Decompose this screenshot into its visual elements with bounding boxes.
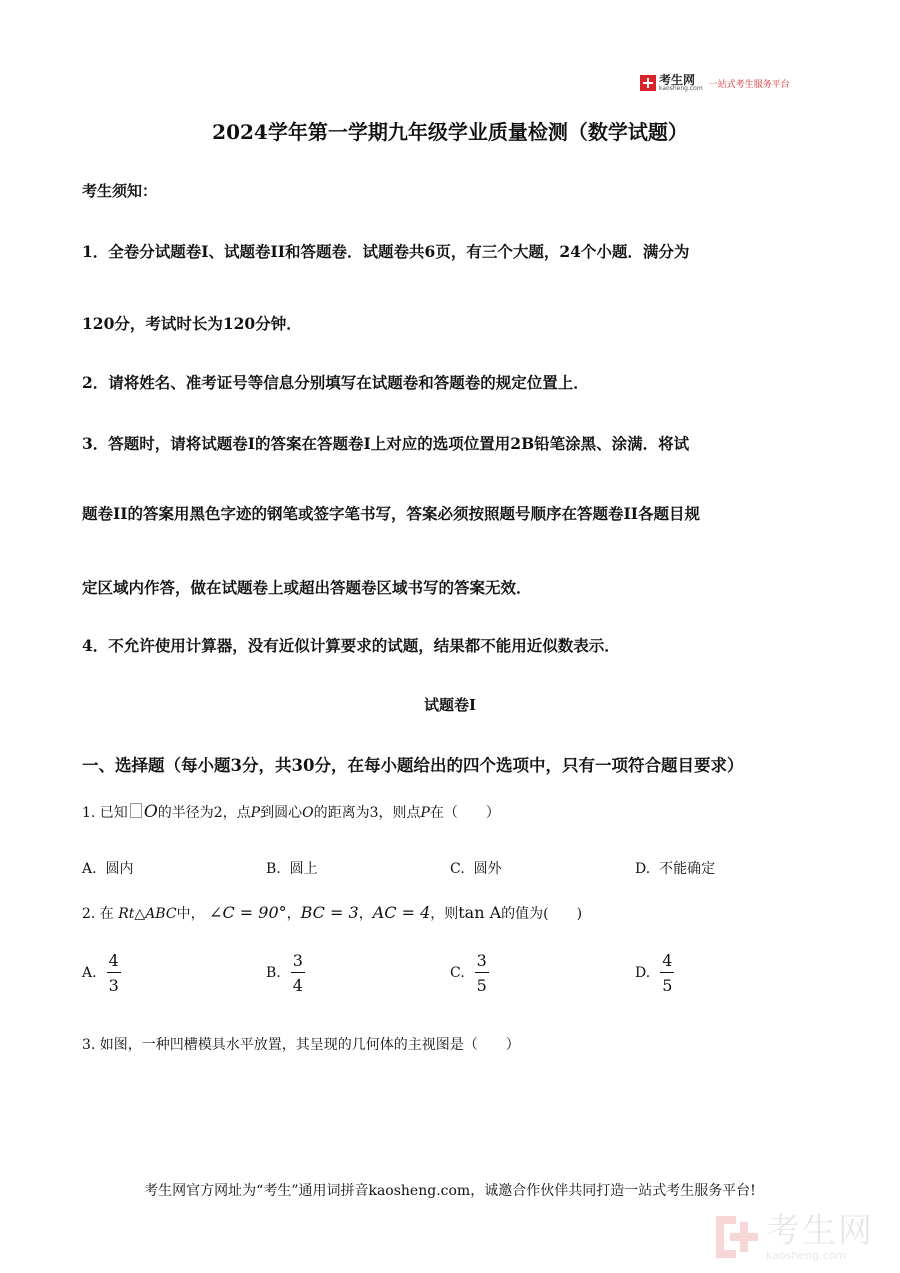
watermark-logo-icon: [716, 1216, 758, 1258]
q1-option-c: C. 圆外: [450, 861, 502, 877]
notice-line: 题卷II的答案用黑色字迹的钢笔或签字笔书写，答案必须按照题号顺序在答题卷II各题目规: [82, 504, 701, 523]
watermark-logo: [716, 1212, 886, 1262]
question-2: 2. 在 Rt△ABC中， ∠C = 90°，BC = 3，AC = 4，则tan A的值为( ): [82, 903, 583, 922]
brand-domain: kaosheng.com: [659, 85, 703, 92]
brand-name: 考生网: [659, 73, 696, 87]
notice-line: 120分，考试时长为120分钟．: [82, 314, 302, 333]
watermark-name: 考生网: [766, 1210, 874, 1251]
brand-logo-icon: [640, 75, 656, 91]
q1-option-d: D. 不能确定: [635, 861, 716, 877]
section-title: 一、选择题（每小题3分，共30分，在每小题给出的四个选项中，只有一项符合题目要求）: [82, 756, 744, 775]
footer-text: 考生网官方网址为“考生”通用词拼音kaosheng.com，诚邀合作伙伴共同打造一站式考生服务平台!: [144, 1183, 756, 1199]
watermark-domain: kaosheng.com: [766, 1248, 847, 1262]
q2-option-a: A. $\frac{4}{3}$: [82, 951, 119, 995]
question-1: 1. 已知 O的半径为2，点P到圆心O的距离为3，则点P在（ ）: [82, 802, 500, 822]
notice-line: 1．全卷分试题卷I、试题卷II和答题卷．试题卷共6页，有三个大题，24个小题．满分为: [82, 242, 690, 261]
paper-section-heading: 试题卷I: [423, 696, 477, 714]
q1-option-b: B. 圆上: [266, 861, 318, 877]
fraction: $\frac{3}{5}$: [476, 951, 487, 995]
circle-symbol-placeholder-icon: [130, 803, 142, 818]
q2-option-b: B. $\frac{3}{4}$: [266, 951, 303, 995]
fraction: $\frac{4}{5}$: [662, 951, 673, 995]
notice-heading: 考生须知：: [82, 182, 158, 200]
q2-option-c: C. $\frac{3}{5}$: [450, 951, 487, 995]
notice-line: 4．不允许使用计算器，没有近似计算要求的试题，结果都不能用近似数表示．: [82, 636, 620, 655]
question-3: 3. 如图，一种凹槽模具水平放置，其呈现的几何体的主视图是（ ）: [82, 1037, 520, 1053]
notice-line: 3．答题时，请将试题卷I的答案在答题卷I上对应的选项位置用2B铅笔涂黑、涂满．将试: [82, 434, 690, 453]
q2-option-d: D. $\frac{4}{5}$: [635, 951, 673, 995]
notice-line: 2．请将姓名、准考证号等信息分别填写在试题卷和答题卷的规定位置上．: [82, 373, 589, 392]
notice-line: 定区域内作答，做在试题卷上或超出答题卷区域书写的答案无效．: [82, 578, 532, 597]
brand-logo: [640, 72, 810, 94]
brand-slogan: 一站式考生服务平台: [708, 79, 790, 90]
q1-option-a: A. 圆内: [82, 861, 134, 877]
page-title: 2024学年第一学期九年级学业质量检测（数学试题）: [212, 120, 688, 144]
fraction: $\frac{4}{3}$: [108, 951, 119, 995]
fraction: $\frac{3}{4}$: [292, 951, 303, 995]
